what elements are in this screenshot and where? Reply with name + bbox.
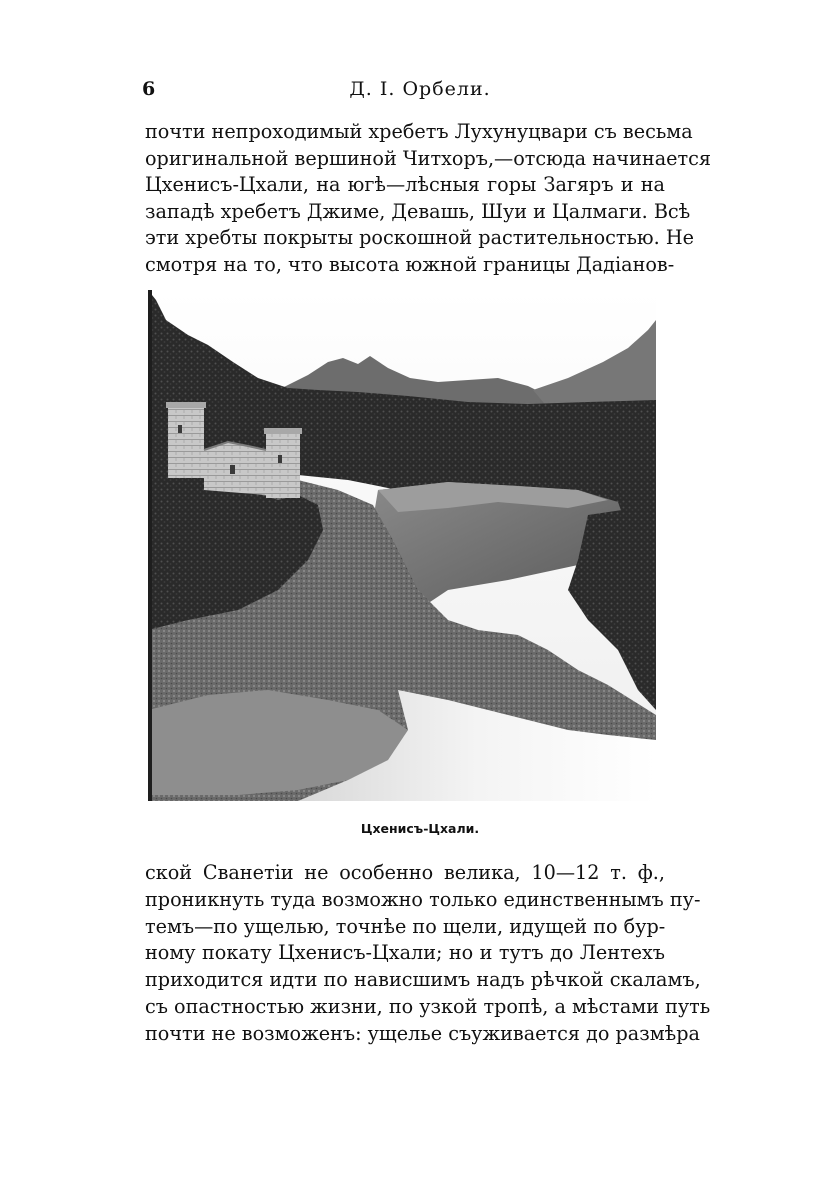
text-line: оригинальной вершиной Читхоръ,—отсюда начинается bbox=[145, 146, 711, 170]
text-line: съ опастностью жизни, по узкой тропѣ, а мѣстами путь bbox=[145, 994, 711, 1018]
text-line: приходится идти по нависшимъ надъ рѣчкой скаламъ, bbox=[145, 968, 701, 992]
text-line: проникнуть туда возможно только единственнымъ пу- bbox=[145, 887, 701, 911]
paragraph-top bbox=[145, 119, 711, 278]
text-line: почти не возможенъ: ущелье съуживается до размѣра bbox=[145, 1021, 700, 1045]
text-line: Цхенисъ-Цхали, на югѣ—лѣсныя горы Загяръ и на bbox=[145, 173, 665, 196]
text-line: эти хребты покрыты роскошной растительностью. Не bbox=[145, 226, 694, 249]
text-line: ному покату Цхенисъ-Цхали; но и тутъ до Лентехъ bbox=[145, 941, 665, 965]
figure-caption: Цхенисъ-Цхали. bbox=[360, 821, 480, 836]
page-number: 6 bbox=[142, 78, 156, 100]
text-line: темъ—по ущелью, точнѣе по щели, идущей по бур- bbox=[145, 914, 666, 938]
text-line: западѣ хребетъ Джиме, Девашь, Шуи и Цалмаги. Всѣ bbox=[145, 199, 691, 223]
text-line: смотря на то, что высота южной границы Дадіанов- bbox=[145, 252, 675, 276]
landscape-photo-icon bbox=[148, 290, 656, 801]
text-line: ской Сванетіи не особенно велика, 10—12 т. ф., bbox=[145, 861, 665, 884]
paragraph-bottom bbox=[145, 860, 711, 1048]
text-line: почти непроходимый хребетъ Лухунуцвари съ весьма bbox=[145, 120, 693, 143]
running-head: Д. I. Орбели. bbox=[349, 78, 491, 100]
